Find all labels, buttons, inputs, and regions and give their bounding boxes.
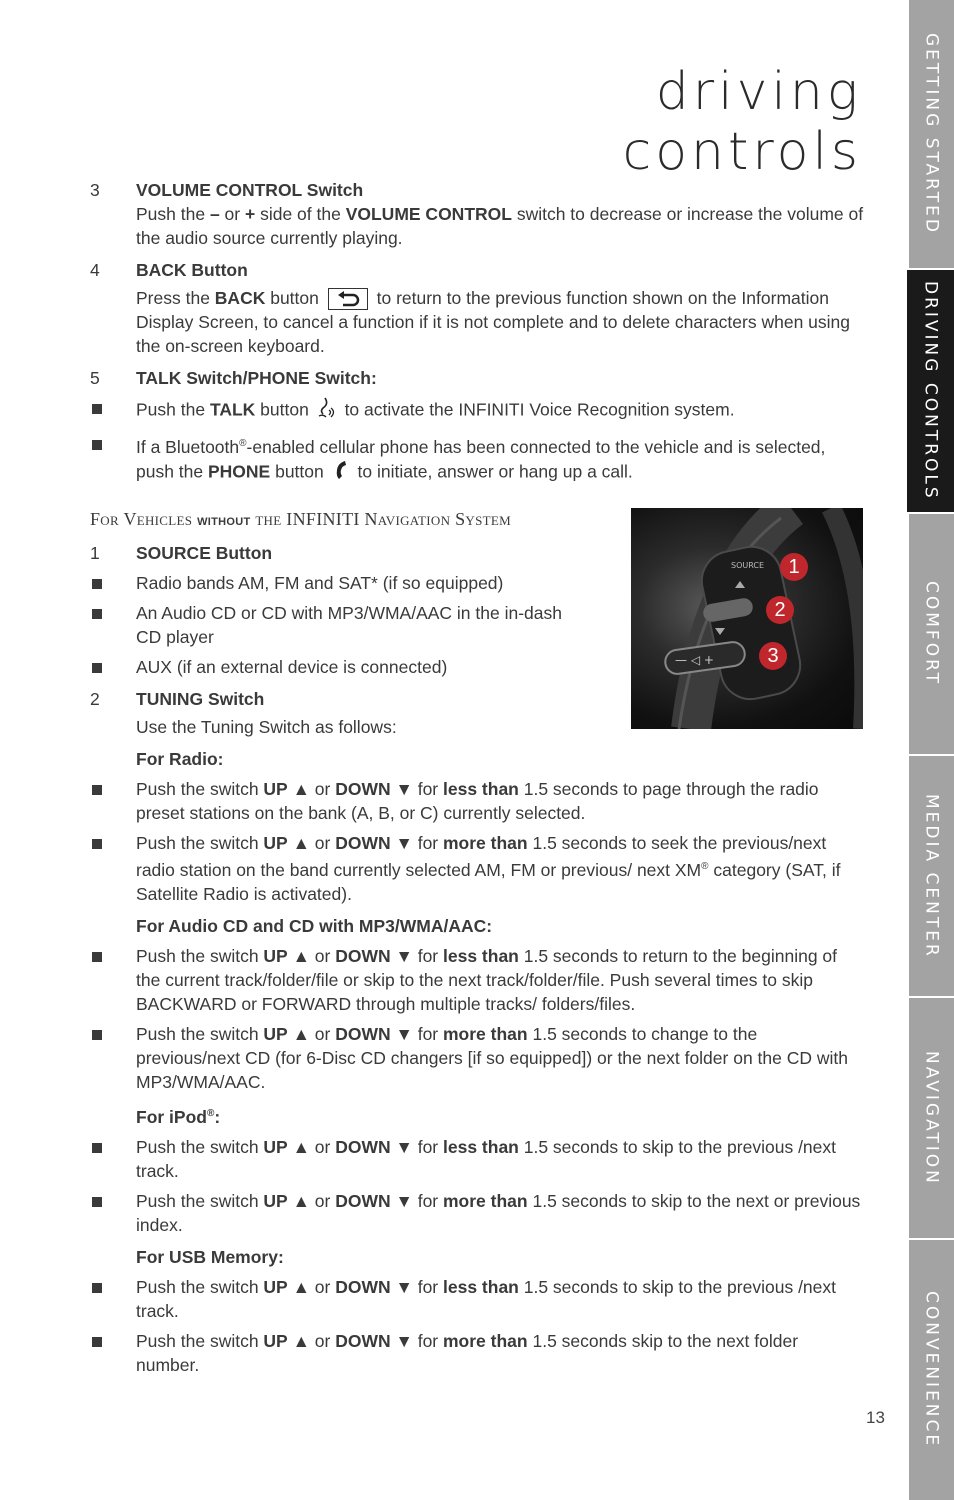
up-arrow-icon: ▲ [292,1024,310,1045]
square-bullet-icon [92,1197,102,1207]
item-talk-phone [90,366,865,390]
item-tuning-switch [90,687,590,739]
item-body: Push the – or + side of the VOLUME CONTROL switch to decrease or increase the volume of the audio source currently playing. [136,204,864,248]
item-body: Use the Tuning Switch as follows: [136,717,397,738]
tab-comfort[interactable]: COMFORT [909,514,954,754]
subheading-ipod: For iPod®: [136,1106,221,1127]
item-source-button [90,541,590,565]
up-arrow-icon: ▲ [292,833,310,854]
up-arrow-icon: ▲ [292,946,310,967]
steering-wheel-controls-illustration [631,508,863,729]
subheading-radio: For Radio: [136,749,224,770]
up-arrow-icon: ▲ [292,1190,310,1211]
voice-talk-icon [317,396,337,426]
list-item: Push the switch UP ▲ or DOWN ▼ for more than 1.5 seconds skip to the next folder number. [90,1329,865,1377]
down-arrow-icon: ▼ [395,833,413,854]
list-item: An Audio CD or CD with MP3/WMA/AAC in the in-dash CD player [90,601,590,649]
svg-text:— ◁ +: — ◁ + [675,653,714,667]
square-bullet-icon [92,1337,102,1347]
back-icon [328,288,368,310]
down-arrow-icon: ▼ [395,1330,413,1351]
square-bullet-icon [92,404,102,414]
list-item: Push the switch UP ▲ or DOWN ▼ for less than 1.5 seconds to return to the beginning of the current track/folder/file or skip to the next track/folder/file. Push several times to skip BACKWARD or FORWARD through multiple tracks/ folders/files. [90,944,865,1016]
down-arrow-icon: ▼ [395,1190,413,1211]
item-body: Press the BACK button to return to the previous function shown on the Information Display Screen, to cancel a function if it is not complete and to delete characters when using the on-screen keyboard. [136,288,851,357]
section-title: For Vehicles without the INFINITI Navigation System [90,509,511,530]
callout-2: 2 [766,596,794,624]
up-arrow-icon: ▲ [292,1136,310,1157]
down-arrow-icon: ▼ [395,779,413,800]
square-bullet-icon [92,785,102,795]
square-bullet-icon [92,952,102,962]
list-item: Push the switch UP ▲ or DOWN ▼ for more than 1.5 seconds to seek the previous/next radio station on the band currently selected AM, FM or previous/ next XM® category (SAT, if Satellite Radio is activated). [90,831,865,906]
item-heading: VOLUME CONTROL Switch [136,180,364,200]
list-item: Push the TALK button to activate the INFINITI Voice Recognition system. [90,396,865,426]
up-arrow-icon: ▲ [292,1276,310,1297]
square-bullet-icon [92,440,102,450]
list-item: Push the switch UP ▲ or DOWN ▼ for less than 1.5 seconds to skip to the previous /next track. [90,1135,865,1183]
down-arrow-icon: ▼ [395,1024,413,1045]
page-number: 13 [866,1408,885,1427]
steering-wheel-photo [631,508,863,729]
square-bullet-icon [92,663,102,673]
square-bullet-icon [92,1030,102,1040]
square-bullet-icon [92,1283,102,1293]
list-item: Radio bands AM, FM and SAT* (if so equipped) [90,571,590,595]
up-arrow-icon: ▲ [292,1330,310,1351]
tab-convenience[interactable]: CONVENIENCE [909,1240,954,1500]
tab-navigation[interactable]: NAVIGATION [909,998,954,1238]
list-item: AUX (if an external device is connected) [90,655,590,679]
section-tabs [909,0,954,1500]
square-bullet-icon [92,609,102,619]
main-content [90,178,865,1377]
item-number: 2 [90,689,100,710]
item-heading: BACK Button [136,260,248,280]
source-label: SOURCE [731,561,765,570]
square-bullet-icon [92,1143,102,1153]
square-bullet-icon [92,839,102,849]
phone-icon [332,459,350,487]
tab-driving-controls[interactable]: DRIVING CONTROLS [907,270,954,512]
subheading-audio-cd: For Audio CD and CD with MP3/WMA/AAC: [136,916,493,937]
item-heading: SOURCE Button [136,543,273,564]
down-arrow-icon: ▼ [395,1276,413,1297]
up-arrow-icon: ▲ [292,779,310,800]
item-back-button [90,258,865,358]
item-number: 1 [90,543,100,564]
square-bullet-icon [92,579,102,589]
item-number: 4 [90,260,100,280]
item-heading: TALK Switch/PHONE Switch: [136,368,377,389]
down-arrow-icon: ▼ [395,946,413,967]
page-title: driving controls [622,62,862,182]
tab-getting-started[interactable]: GETTING STARTED [909,0,954,268]
item-volume-control [90,178,865,250]
item-heading: TUNING Switch [136,689,265,710]
subheading-usb: For USB Memory: [136,1246,284,1267]
list-item: Push the switch UP ▲ or DOWN ▼ for more than 1.5 seconds to skip to the next or previous index. [90,1189,865,1237]
list-item: Push the switch UP ▲ or DOWN ▼ for more than 1.5 seconds to change to the previous/next CD (for 6-Disc CD changers [if so equipped]) or the next folder on the CD with MP3/WMA/AAC. [90,1022,865,1094]
callout-1: 1 [780,553,808,581]
callout-3: 3 [759,642,787,670]
list-item: If a Bluetooth®-enabled cellular phone has been connected to the vehicle and is selected, push the PHONE button to initiate, answer or hang up a call. [90,432,865,487]
list-item: Push the switch UP ▲ or DOWN ▼ for less than 1.5 seconds to skip to the previous /next track. [90,1275,865,1323]
list-item: Push the switch UP ▲ or DOWN ▼ for less than 1.5 seconds to page through the radio preset stations on the bank (A, B, or C) currently selected. [90,777,865,825]
tab-media-center[interactable]: MEDIA CENTER [909,756,954,996]
down-arrow-icon: ▼ [395,1136,413,1157]
item-number: 3 [90,180,100,200]
item-number: 5 [90,368,100,389]
